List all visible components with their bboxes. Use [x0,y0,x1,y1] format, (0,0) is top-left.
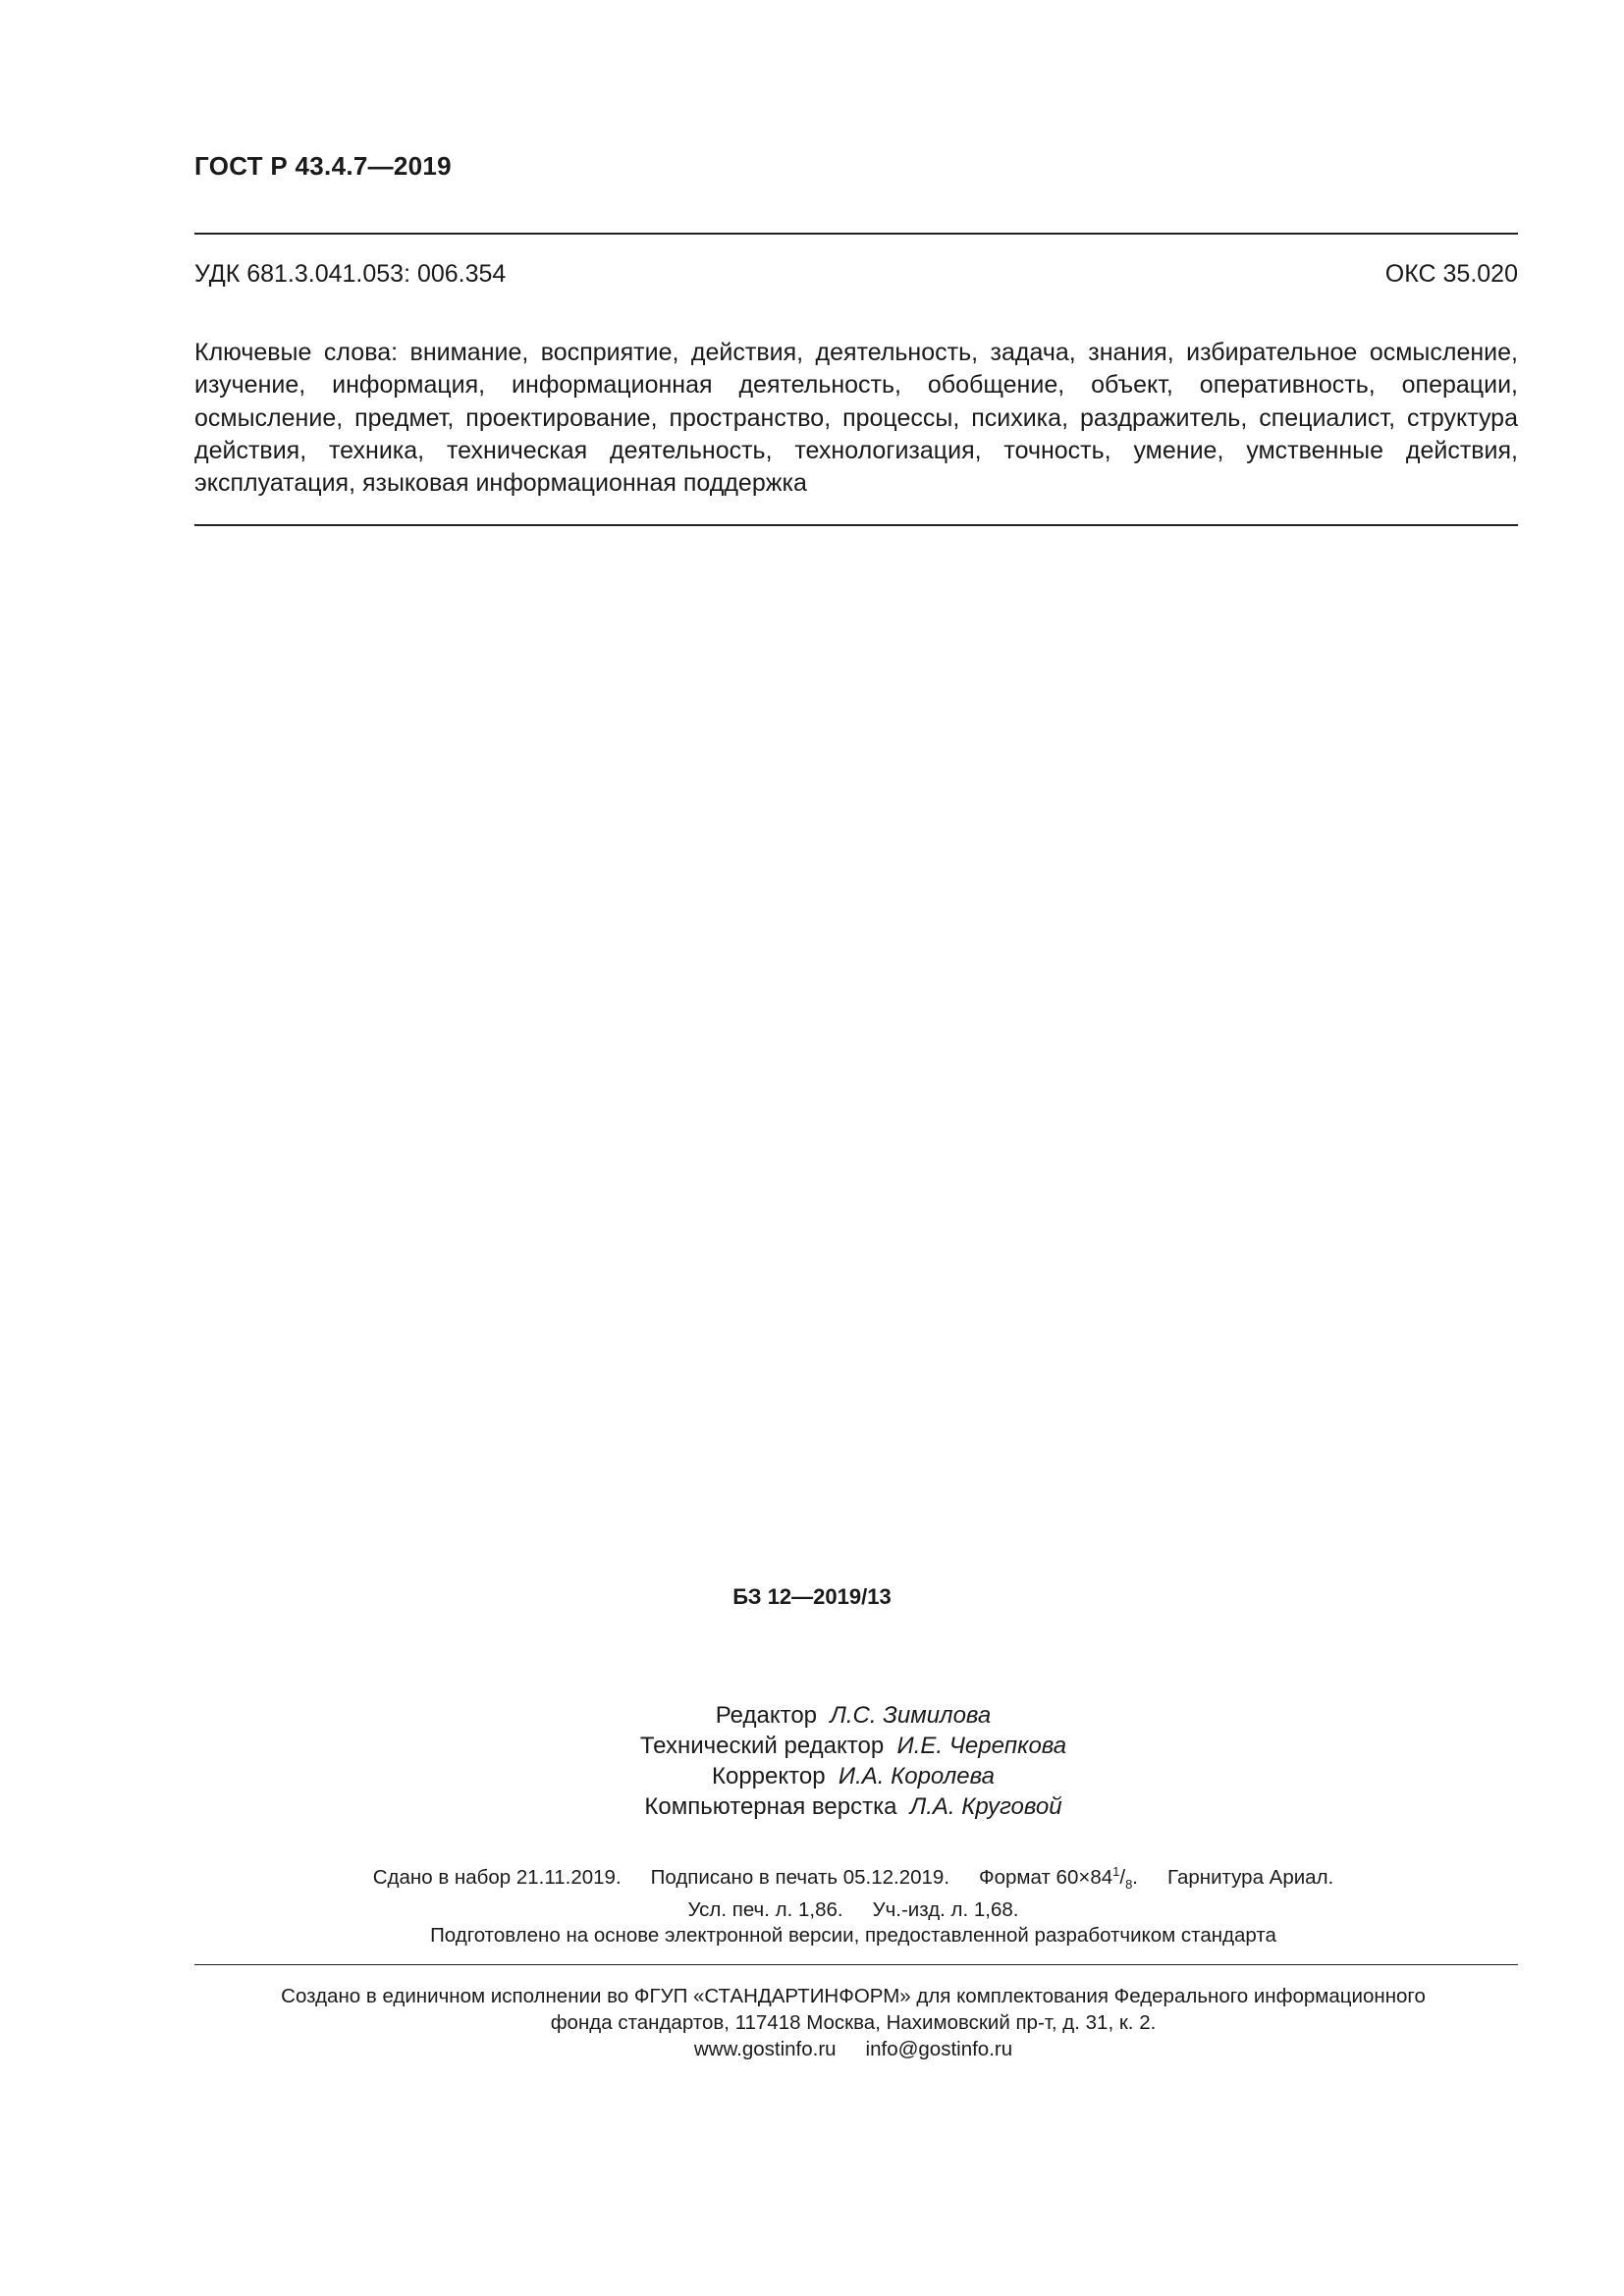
publication-line-3: Подготовлено на основе электронной версии, предоставленной разработчиком стандарта [430,1924,1276,1947]
keywords-paragraph: Ключевые слова: внимание, восприятие, действия, деятельность, задача, знания, избирательное осмысление, изучение, информация, информационная деятельность, обобщение, объект, оперативность, операции, осмысление, предмет, проектирование, пространство, процессы, психика, раздражитель, специалист, структура действия, техника, техническая деятельность, технологизация, точность, умение, умственные действия, эксплуатация, языковая информационная поддержка [194,339,1518,498]
organization-line-2: фонда стандартов, 117418 Москва, Нахимовский пр-т, д. 31, к. 2. [550,2011,1157,2034]
credit-line-tech-editor [0,1731,1624,1761]
credit-name: И.А. Королева [838,1763,995,1789]
credit-name: Л.С. Зимилова [830,1702,992,1729]
organization-line-1: Создано в единичном исполнении во ФГУП «СТАНДАРТИНФОРМ» для комплектования Федерального информационного [281,1985,1426,2007]
submitted-date: Сдано в набор 21.11.2019. [372,1866,622,1889]
credit-name: И.Е. Черепкова [896,1733,1067,1759]
credit-role: Редактор [715,1702,818,1729]
organization-contacts [0,2036,1624,2062]
footer-divider [194,1964,1518,1965]
document-code: ГОСТ Р 43.4.7—2019 [194,151,452,181]
typeface: Гарнитура Ариал. [1167,1866,1334,1889]
email-link[interactable]: info@gostinfo.ru [865,2038,1013,2060]
credit-line-editor [0,1700,1624,1731]
credit-name: Л.А. Круговой [909,1793,1062,1820]
credit-role: Корректор [712,1763,826,1789]
keywords-divider [194,524,1518,526]
credits-block [0,1700,1624,1822]
print-sheets: Усл. печ. л. 1,86. [687,1898,843,1921]
bz-number: БЗ 12—2019/13 [732,1584,892,1609]
publishing-sheets: Уч.-изд. л. 1,68. [872,1898,1019,1921]
udk-code: УДК 681.3.041.053: 006.354 [194,260,507,288]
credit-line-proofreader [0,1761,1624,1791]
paper-format: Формат $60\times 84^1/_8$. [979,1864,1138,1892]
publication-info [0,1859,1624,1949]
organization-info [0,1983,1624,2062]
credit-role: Технический редактор [639,1733,885,1759]
signed-date: Подписано в печать 05.12.2019. [650,1866,950,1889]
publication-line-1 [0,1859,1624,1897]
credit-line-layout [0,1791,1624,1822]
website-link[interactable]: www.gostinfo.ru [693,2038,837,2060]
credit-role: Компьютерная верстка [644,1793,897,1820]
top-divider [194,233,1518,235]
publication-line-2 [0,1897,1624,1923]
oks-code: ОКС 35.020 [1384,260,1518,288]
